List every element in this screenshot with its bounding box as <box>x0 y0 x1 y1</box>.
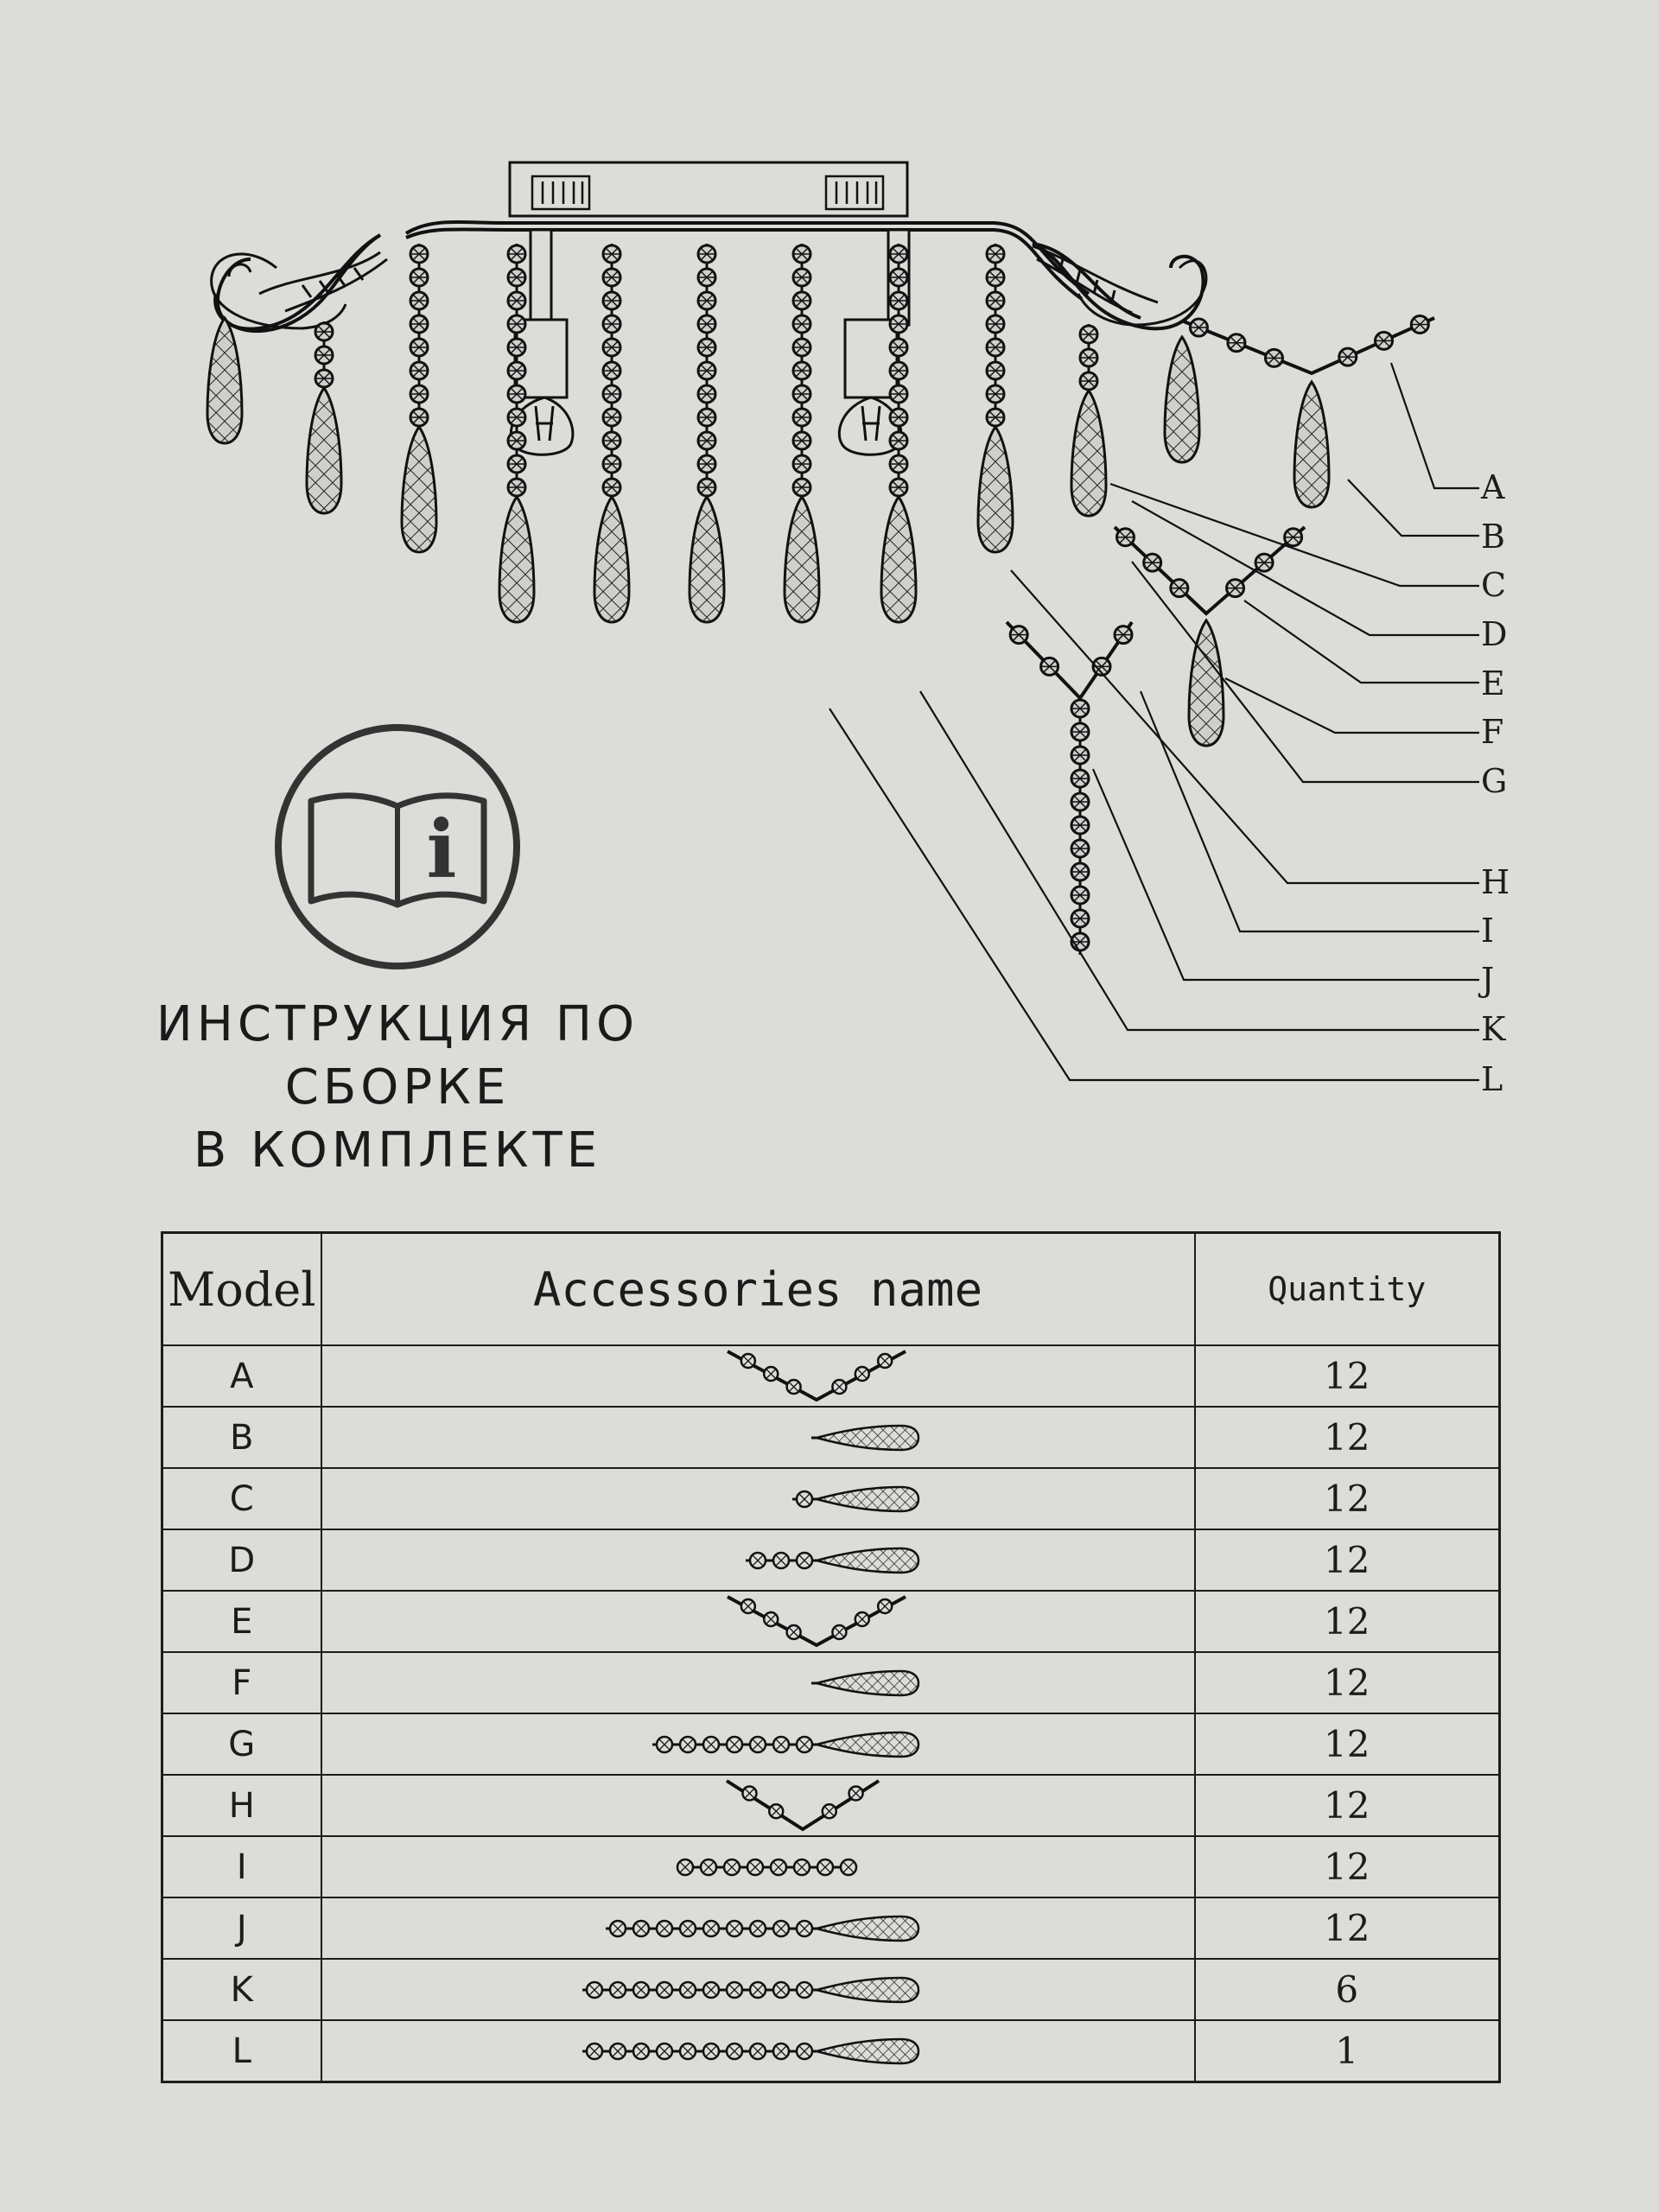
row-model: I <box>162 1836 321 1897</box>
drop-with-10-beads-icon <box>322 2021 1196 2081</box>
v-chain-6-beads-icon <box>322 1346 1196 1406</box>
header-accessories-name: Accessories name <box>321 1233 1195 1346</box>
header-model: Model <box>162 1233 321 1346</box>
table-header-row <box>162 1233 1500 1346</box>
row-quantity: 12 <box>1195 1836 1500 1897</box>
row-model: B <box>162 1407 321 1468</box>
row-accessory-icon <box>321 1468 1195 1529</box>
row-quantity: 12 <box>1195 1529 1500 1591</box>
row-quantity: 12 <box>1195 1775 1500 1836</box>
pendant-drop-icon <box>322 1408 1196 1467</box>
pendant-drop-icon <box>322 1653 1196 1713</box>
row-model: J <box>162 1897 321 1959</box>
row-model: C <box>162 1468 321 1529</box>
row-quantity: 12 <box>1195 1407 1500 1468</box>
v-chain-6-beads-icon <box>322 1592 1196 1651</box>
row-accessory-icon <box>321 1345 1195 1407</box>
row-quantity: 12 <box>1195 1345 1500 1407</box>
callout-H: H <box>1481 863 1510 901</box>
drop-with-3-beads-icon <box>322 1530 1196 1590</box>
drop-with-9-beads-icon <box>322 1898 1196 1958</box>
row-accessory-icon <box>321 2020 1195 2082</box>
row-quantity: 12 <box>1195 1652 1500 1713</box>
callout-F: F <box>1481 713 1504 751</box>
callout-A: A <box>1481 468 1505 506</box>
row-quantity: 1 <box>1195 2020 1500 2082</box>
info-letter: i <box>426 803 457 896</box>
row-accessory-icon <box>321 1836 1195 1897</box>
table-row <box>162 1345 1500 1407</box>
callout-K: K <box>1481 1010 1506 1048</box>
table-row <box>162 1591 1500 1652</box>
v-chain-4-beads-icon <box>322 1776 1196 1835</box>
table-row <box>162 1407 1500 1468</box>
callout-I: I <box>1481 912 1495 950</box>
table-row <box>162 1959 1500 2020</box>
row-model: D <box>162 1529 321 1591</box>
row-quantity: 12 <box>1195 1591 1500 1652</box>
row-accessory-icon <box>321 1713 1195 1775</box>
row-model: E <box>162 1591 321 1652</box>
row-accessory-icon <box>321 1407 1195 1468</box>
row-accessory-icon <box>321 1775 1195 1836</box>
info-line-3: В КОМПЛЕКТЕ <box>193 1122 602 1179</box>
callout-E: E <box>1481 664 1505 702</box>
row-quantity: 12 <box>1195 1897 1500 1959</box>
callout-J: J <box>1481 961 1495 999</box>
accessories-table <box>161 1231 1501 2083</box>
row-quantity: 6 <box>1195 1959 1500 2020</box>
bead-chain-8-icon <box>322 1837 1196 1897</box>
assembly-instructions-notice <box>121 721 674 1182</box>
header-quantity: Quantity <box>1195 1233 1500 1346</box>
row-accessory-icon <box>321 1652 1195 1713</box>
info-line-1: ИНСТРУКЦИЯ ПО <box>156 996 639 1052</box>
drop-with-1-bead-icon <box>322 1469 1196 1529</box>
row-accessory-icon <box>321 1529 1195 1591</box>
row-quantity: 12 <box>1195 1713 1500 1775</box>
table-row <box>162 1529 1500 1591</box>
info-line-2: СБОРКЕ <box>284 1059 511 1116</box>
row-accessory-icon <box>321 1959 1195 2020</box>
callout-G: G <box>1481 762 1508 800</box>
table-row <box>162 1468 1500 1529</box>
row-model: F <box>162 1652 321 1713</box>
row-model: A <box>162 1345 321 1407</box>
row-model: K <box>162 1959 321 2020</box>
table-row <box>162 1652 1500 1713</box>
instruction-book-icon <box>272 721 523 972</box>
row-accessory-icon <box>321 1591 1195 1652</box>
callout-L: L <box>1481 1060 1503 1098</box>
row-quantity: 12 <box>1195 1468 1500 1529</box>
canopy <box>510 162 907 216</box>
table-row <box>162 1897 1500 1959</box>
table-row <box>162 1836 1500 1897</box>
table-row <box>162 1775 1500 1836</box>
callout-leader-lines <box>830 363 1479 1080</box>
row-model: H <box>162 1775 321 1836</box>
callout-B: B <box>1481 518 1505 556</box>
row-model: L <box>162 2020 321 2082</box>
table-row <box>162 2020 1500 2082</box>
row-accessory-icon <box>321 1897 1195 1959</box>
drop-with-7-beads-icon <box>322 1714 1196 1774</box>
drop-with-10-beads-icon <box>322 1960 1196 2019</box>
callout-D: D <box>1481 615 1508 653</box>
table-row <box>162 1713 1500 1775</box>
callout-C: C <box>1481 566 1507 604</box>
row-model: G <box>162 1713 321 1775</box>
